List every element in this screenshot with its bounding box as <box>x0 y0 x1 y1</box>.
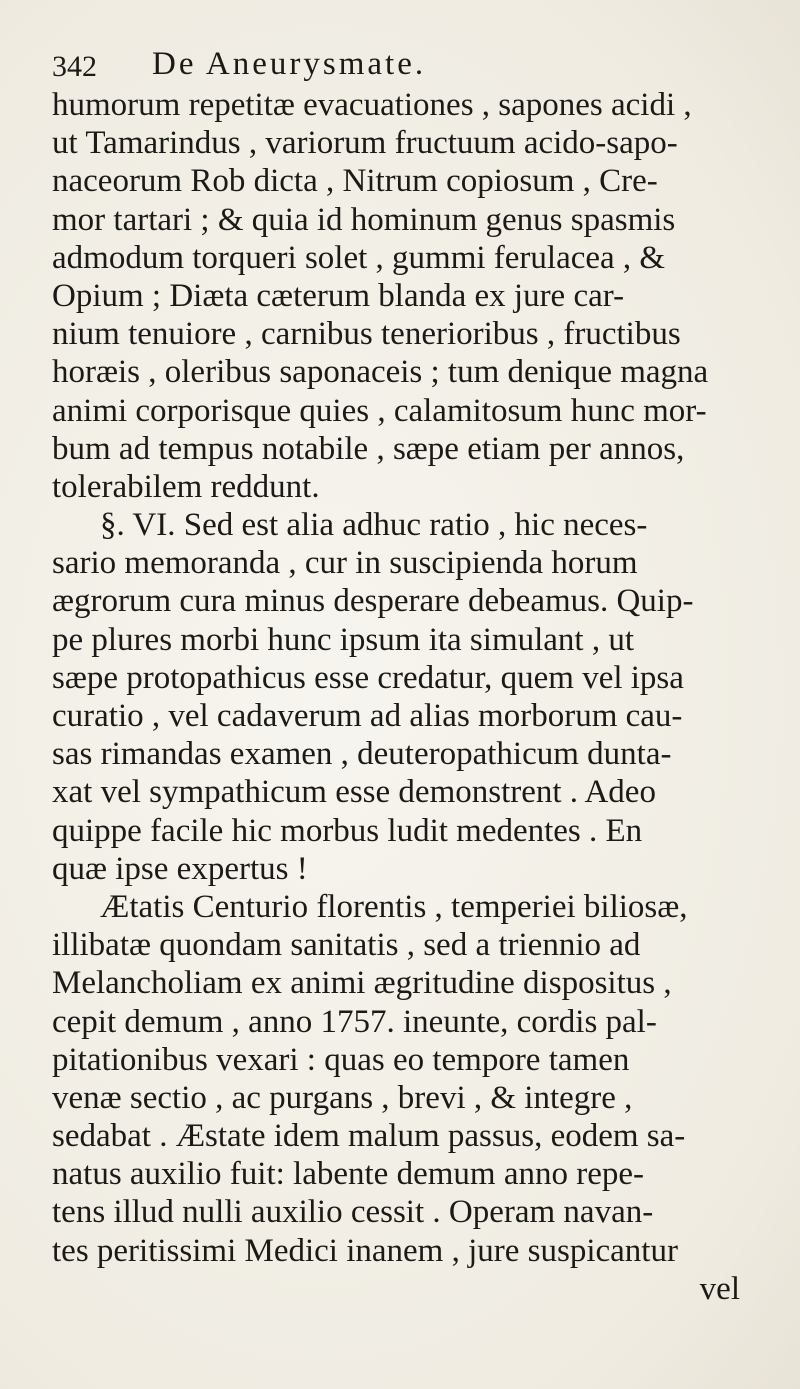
text-line: natus auxilio fuit: labente demum anno repe- <box>52 1156 644 1193</box>
text-line: quæ ipse expertus ! <box>52 850 308 887</box>
text-line: Melancholiam ex animi ægritudine dispositus , <box>52 965 672 1002</box>
text-line: quippe facile hic morbus ludit medentes . En <box>52 812 643 849</box>
text-line: naceorum Rob dicta , Nitrum copiosum , Cre- <box>52 163 658 200</box>
text-line: animi corporisque quies , calamitosum hunc mor- <box>52 392 707 429</box>
text-line: cepit demum , anno 1757. ineunte, cordis pal- <box>52 1003 657 1040</box>
text-line: venæ sectio , ac purgans , brevi , & integre , <box>52 1079 633 1116</box>
text-line: illibatæ quondam sanitatis , sed a triennio ad <box>52 927 641 964</box>
text-line: tes peritissimi Medici inanem , jure suspicantur <box>52 1232 678 1269</box>
paragraph-start-line: Ætatis Centurio florentis , temperiei biliosæ, <box>100 888 688 925</box>
text-line: Opium ; Diæta cæterum blanda ex jure car- <box>52 277 625 314</box>
text-line: bum ad tempus notabile , sæpe etiam per annos, <box>52 430 685 467</box>
text-line: mor tartari ; & quia id hominum genus spasmis <box>52 201 676 238</box>
text-line: sario memoranda , cur in suscipienda horum <box>52 545 638 582</box>
text-line: sas rimandas examen , deuteropathicum dunta- <box>52 736 672 773</box>
section-heading-line: §. VI. Sed est alia adhuc ratio , hic neces- <box>100 507 648 544</box>
catchword: vel <box>699 1270 740 1307</box>
text-line: ægrorum cura minus desperare debeamus. Quip- <box>52 583 694 620</box>
text-line: tens illud nulli auxilio cessit . Operam navan- <box>52 1194 654 1231</box>
text-line: sæpe protopathicus esse credatur, quem vel ipsa <box>52 659 684 696</box>
text-line: horæis , oleribus saponaceis ; tum denique magna <box>52 354 709 391</box>
body-text <box>52 86 772 1308</box>
text-line: admodum torqueri solet , gummi ferulacea , & <box>52 239 666 276</box>
text-line: tolerabilem reddunt. <box>52 468 320 505</box>
text-line: pe plures morbi hunc ipsum ita simulant , ut <box>52 621 635 658</box>
text-line: xat vel sympathicum esse demonstrent . Adeo <box>52 774 656 811</box>
page-header <box>52 46 752 86</box>
text-line: sedabat . Æstate idem malum passus, eodem sa- <box>52 1118 686 1155</box>
text-line: nium tenuiore , carnibus tenerioribus , fructibus <box>52 316 681 353</box>
text-line: curatio , vel cadaverum ad alias morborum cau- <box>52 698 683 734</box>
page-number: 342 <box>52 50 97 83</box>
running-title: De Aneurysmate. <box>152 46 427 82</box>
text-line: humorum repetitæ evacuationes , sapones acidi , <box>52 87 692 123</box>
text-line: pitationibus vexari : quas eo tempore tamen <box>52 1041 630 1078</box>
text-line: ut Tamarindus , variorum fructuum acido-sapo- <box>52 125 678 162</box>
